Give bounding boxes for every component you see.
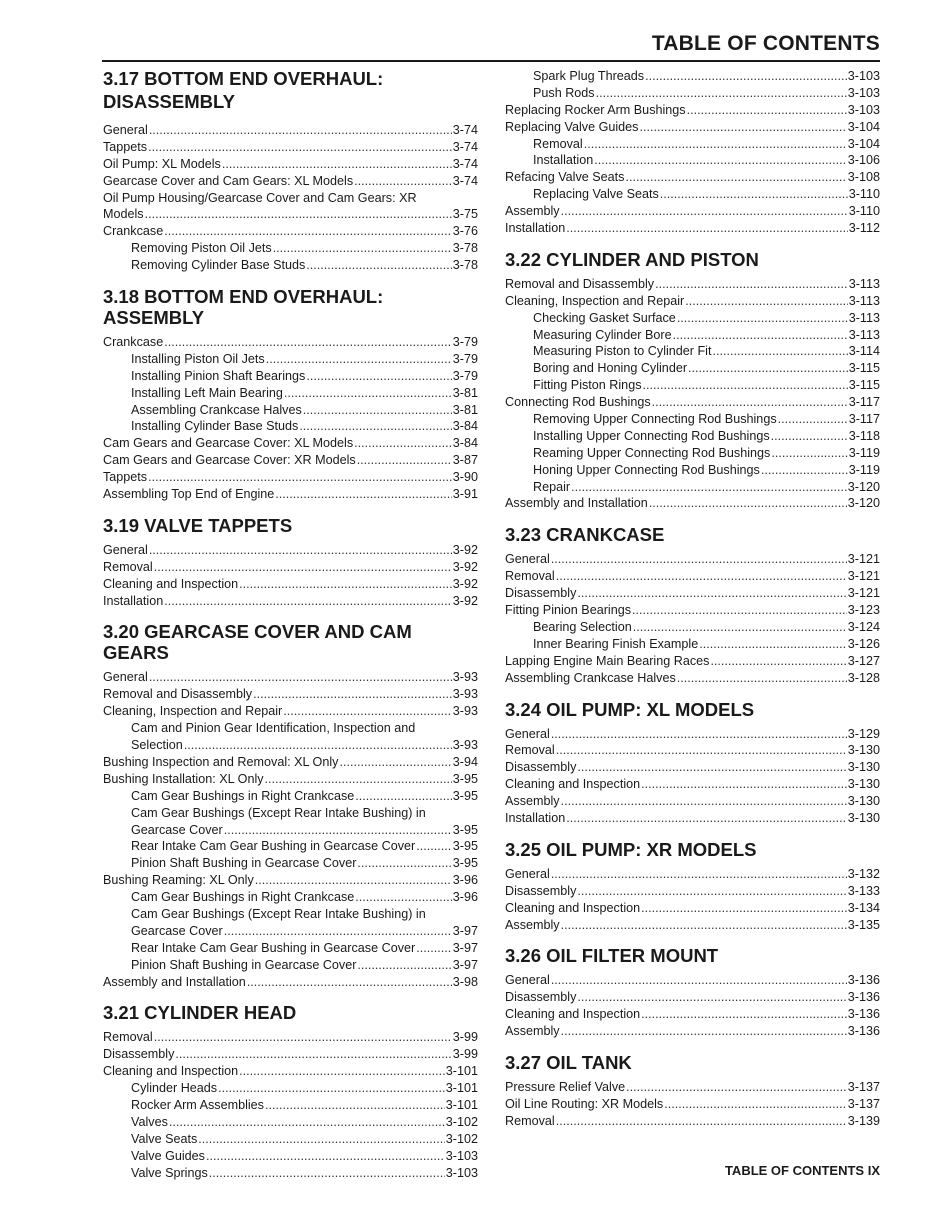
toc-entry[interactable]: Cleaning, Inspection and Repair ..... 3-113 [505, 293, 880, 310]
toc-entry[interactable]: Tappets ..... 3-90 [103, 469, 478, 486]
toc-entry[interactable]: Gearcase Cover and Cam Gears: XL Models ..... 3-74 [103, 173, 478, 190]
toc-entry[interactable]: Disassembly ..... 3-136 [505, 989, 880, 1006]
toc-entry[interactable]: General ..... 3-132 [505, 866, 880, 883]
toc-entry[interactable]: Disassembly ..... 3-121 [505, 585, 880, 602]
section-3-27 [505, 1052, 880, 1130]
toc-subentry[interactable]: Checking Gasket Surface ..... 3-113 [505, 310, 880, 327]
toc-subentry[interactable]: Installing Pinion Shaft Bearings ..... 3-79 [103, 368, 478, 385]
toc-subentry[interactable]: Valves ..... 3-102 [103, 1114, 478, 1131]
toc-subentry[interactable]: Removing Piston Oil Jets ..... 3-78 [103, 240, 478, 257]
section-3-17 [103, 68, 478, 274]
toc-entry[interactable]: Replacing Rocker Arm Bushings ..... 3-103 [505, 102, 880, 119]
section-title: 3.26 OIL FILTER MOUNT [505, 945, 719, 967]
toc-subentry[interactable]: Selection ..... 3-93 [103, 737, 478, 754]
toc-subentry[interactable]: Installing Piston Oil Jets ..... 3-79 [103, 351, 478, 368]
toc-subentry[interactable]: Installing Upper Connecting Rod Bushings ..... 3-118 [505, 428, 880, 445]
section-title: 3.22 CYLINDER AND PISTON [505, 248, 759, 270]
toc-entry[interactable]: General ..... 3-93 [103, 669, 478, 686]
toc-subentry-line[interactable]: Cam Gear Bushings (Except Rear Intake Bushing) in [131, 805, 426, 820]
left-column [103, 68, 478, 1181]
toc-entry[interactable]: Disassembly ..... 3-99 [103, 1046, 478, 1063]
toc-subentry[interactable]: Removing Upper Connecting Rod Bushings ..... 3-117 [505, 411, 880, 428]
toc-entry[interactable]: Assembling Crankcase Halves ..... 3-128 [505, 670, 880, 687]
section-3-22 [505, 249, 880, 512]
section-title: 3.20 GEARCASE COVER AND CAM GEARS [103, 621, 412, 664]
toc-subentry[interactable]: Pinion Shaft Bushing in Gearcase Cover ..... 3-97 [103, 957, 478, 974]
toc-entry[interactable]: Cleaning and Inspection ..... 3-130 [505, 776, 880, 793]
toc-entry[interactable]: Pressure Relief Valve ..... 3-137 [505, 1079, 880, 1096]
toc-entry[interactable]: Cleaning, Inspection and Repair ..... 3-93 [103, 703, 478, 720]
toc-entry[interactable]: Cleaning and Inspection ..... 3-136 [505, 1006, 880, 1023]
toc-entry[interactable]: Removal and Disassembly ..... 3-93 [103, 686, 478, 703]
page-footer: TABLE OF CONTENTS IX [724, 1163, 880, 1178]
toc-subentry[interactable]: Valve Seats ..... 3-102 [103, 1131, 478, 1148]
toc-subentry-line[interactable]: Cam and Pinion Gear Identification, Inspection and [131, 721, 416, 736]
section-title: 3.21 CYLINDER HEAD [103, 1002, 297, 1024]
toc-subentry[interactable]: Boring and Honing Cylinder ..... 3-115 [505, 360, 880, 377]
toc-entry[interactable]: Installation ..... 3-130 [505, 810, 880, 827]
toc-entry[interactable]: Connecting Rod Bushings ..... 3-117 [505, 394, 880, 411]
section-3-20 [103, 621, 478, 990]
section-3-18 [103, 286, 478, 503]
section-title: 3.18 BOTTOM END OVERHAUL: ASSEMBLY [103, 286, 384, 329]
toc-subentry[interactable]: Replacing Valve Seats ..... 3-110 [505, 186, 880, 203]
toc-entry[interactable]: Disassembly ..... 3-130 [505, 759, 880, 776]
toc-subentry[interactable]: Removal ..... 3-104 [505, 136, 880, 153]
toc-entry[interactable]: Assembly and Installation ..... 3-120 [505, 495, 880, 512]
toc-entry[interactable]: General ..... 3-129 [505, 726, 880, 743]
toc-entry[interactable]: Installation ..... 3-92 [103, 593, 478, 610]
toc-entry[interactable]: General ..... 3-121 [505, 551, 880, 568]
section-3-26 [505, 945, 880, 1040]
page-header [102, 30, 880, 62]
section-3-19 [103, 515, 478, 610]
toc-entry[interactable]: Cam Gears and Gearcase Cover: XR Models ..... 3-87 [103, 452, 478, 469]
toc-entry[interactable]: Replacing Valve Guides ..... 3-104 [505, 119, 880, 136]
toc-entry[interactable]: Crankcase ..... 3-76 [103, 223, 478, 240]
section-title: 3.23 CRANKCASE [505, 524, 665, 546]
toc-entry[interactable]: Assembly and Installation ..... 3-98 [103, 974, 478, 991]
toc-entry[interactable]: Fitting Pinion Bearings ..... 3-123 [505, 602, 880, 619]
toc-entry[interactable]: Assembly ..... 3-136 [505, 1023, 880, 1040]
section-3-21-continued [505, 68, 880, 237]
toc-entry[interactable]: Cleaning and Inspection ..... 3-101 [103, 1063, 478, 1080]
right-column [505, 68, 880, 1130]
toc-subentry[interactable]: Valve Guides ..... 3-103 [103, 1148, 478, 1165]
toc-entry-line[interactable]: Oil Pump Housing/Gearcase Cover and Cam Gears: XR [103, 190, 417, 205]
toc-entry[interactable]: General ..... 3-74 [103, 122, 478, 139]
toc-entry[interactable]: Bushing Inspection and Removal: XL Only ..... 3-94 [103, 754, 478, 771]
toc-subentry[interactable]: Rear Intake Cam Gear Bushing in Gearcase Cover ..... 3-97 [103, 940, 478, 957]
toc-subentry[interactable]: Push Rods ..... 3-103 [505, 85, 880, 102]
page-title: TABLE OF CONTENTS [651, 32, 880, 55]
toc-subentry[interactable]: Installation ..... 3-106 [505, 152, 880, 169]
toc-entry[interactable]: Models ..... 3-75 [103, 206, 478, 223]
toc-entry[interactable]: Removal ..... 3-139 [505, 1113, 880, 1130]
toc-entry[interactable]: Assembly ..... 3-130 [505, 793, 880, 810]
toc-subentry[interactable]: Gearcase Cover ..... 3-95 [103, 822, 478, 839]
toc-entry[interactable]: General ..... 3-92 [103, 542, 478, 559]
toc-subentry[interactable]: Repair ..... 3-120 [505, 479, 880, 496]
toc-subentry[interactable]: Installing Left Main Bearing ..... 3-81 [103, 385, 478, 402]
toc-entry[interactable]: Crankcase ..... 3-79 [103, 334, 478, 351]
section-title: 3.27 OIL TANK [505, 1051, 632, 1073]
toc-entry[interactable]: Bushing Reaming: XL Only ..... 3-96 [103, 872, 478, 889]
toc-entry[interactable]: Assembly ..... 3-135 [505, 917, 880, 934]
toc-subentry[interactable]: Valve Springs ..... 3-103 [103, 1165, 478, 1182]
toc-subentry[interactable]: Assembling Crankcase Halves ..... 3-81 [103, 402, 478, 419]
toc-subentry-line[interactable]: Cam Gear Bushings (Except Rear Intake Bushing) in [131, 906, 426, 921]
toc-subentry[interactable]: Rocker Arm Assemblies ..... 3-101 [103, 1097, 478, 1114]
toc-subentry[interactable]: Gearcase Cover ..... 3-97 [103, 923, 478, 940]
toc-subentry[interactable]: Inner Bearing Finish Example ..... 3-126 [505, 636, 880, 653]
toc-subentry[interactable]: Installing Cylinder Base Studs ..... 3-84 [103, 418, 478, 435]
section-3-21 [103, 1002, 478, 1181]
toc-entry[interactable]: Cleaning and Inspection ..... 3-92 [103, 576, 478, 593]
toc-subentry[interactable]: Cylinder Heads ..... 3-101 [103, 1080, 478, 1097]
toc-subentry[interactable]: Bearing Selection ..... 3-124 [505, 619, 880, 636]
toc-entry[interactable]: Removal and Disassembly ..... 3-113 [505, 276, 880, 293]
toc-subentry[interactable]: Fitting Piston Rings ..... 3-115 [505, 377, 880, 394]
toc-subentry[interactable]: Rear Intake Cam Gear Bushing in Gearcase Cover ..... 3-95 [103, 838, 478, 855]
section-title-line: DISASSEMBLY [103, 91, 235, 112]
toc-entry[interactable]: Removal ..... 3-92 [103, 559, 478, 576]
toc-entry[interactable]: Removal ..... 3-121 [505, 568, 880, 585]
section-3-25 [505, 839, 880, 934]
toc-subentry[interactable]: Cam Gear Bushings in Right Crankcase ..... 3-96 [103, 889, 478, 906]
toc-entry[interactable]: Assembling Top End of Engine ..... 3-91 [103, 486, 478, 503]
toc-entry[interactable]: Disassembly ..... 3-133 [505, 883, 880, 900]
toc-entry[interactable]: Cam Gears and Gearcase Cover: XL Models ..... 3-84 [103, 435, 478, 452]
toc-entry[interactable]: Refacing Valve Seats ..... 3-108 [505, 169, 880, 186]
section-title: 3.19 VALVE TAPPETS [103, 514, 293, 536]
toc-subentry[interactable]: Cam Gear Bushings in Right Crankcase ..... 3-95 [103, 788, 478, 805]
toc-subentry[interactable]: Measuring Piston to Cylinder Fit ..... 3-114 [505, 343, 880, 360]
toc-subentry[interactable]: Spark Plug Threads ..... 3-103 [505, 68, 880, 85]
toc-subentry[interactable]: Reaming Upper Connecting Rod Bushings ..... 3-119 [505, 445, 880, 462]
toc-entry[interactable]: Installation ..... 3-112 [505, 220, 880, 237]
toc-entry[interactable]: Cleaning and Inspection ..... 3-134 [505, 900, 880, 917]
section-title: 3.25 OIL PUMP: XR MODELS [505, 838, 757, 860]
toc-subentry[interactable]: Pinion Shaft Bushing in Gearcase Cover ..... 3-95 [103, 855, 478, 872]
toc-entry[interactable]: General ..... 3-136 [505, 972, 880, 989]
section-3-24 [505, 699, 880, 827]
toc-entry[interactable]: Removal ..... 3-99 [103, 1029, 478, 1046]
toc-subentry[interactable]: Honing Upper Connecting Rod Bushings ..... 3-119 [505, 462, 880, 479]
toc-entry[interactable]: Removal ..... 3-130 [505, 742, 880, 759]
section-title-line: 3.17 BOTTOM END OVERHAUL: [103, 68, 384, 89]
toc-entry[interactable]: Assembly ..... 3-110 [505, 203, 880, 220]
toc-subentry[interactable]: Measuring Cylinder Bore ..... 3-113 [505, 327, 880, 344]
section-title: 3.24 OIL PUMP: XL MODELS [505, 698, 755, 720]
toc-entry[interactable]: Tappets ..... 3-74 [103, 139, 478, 156]
section-3-23 [505, 524, 880, 686]
section-title [103, 68, 478, 112]
toc-subentry[interactable]: Removing Cylinder Base Studs ..... 3-78 [103, 257, 478, 274]
toc-entry[interactable]: Oil Pump: XL Models ..... 3-74 [103, 156, 478, 173]
toc-entry[interactable]: Lapping Engine Main Bearing Races ..... 3-127 [505, 653, 880, 670]
toc-entry[interactable]: Bushing Installation: XL Only ..... 3-95 [103, 771, 478, 788]
toc-entry[interactable]: Oil Line Routing: XR Models ..... 3-137 [505, 1096, 880, 1113]
